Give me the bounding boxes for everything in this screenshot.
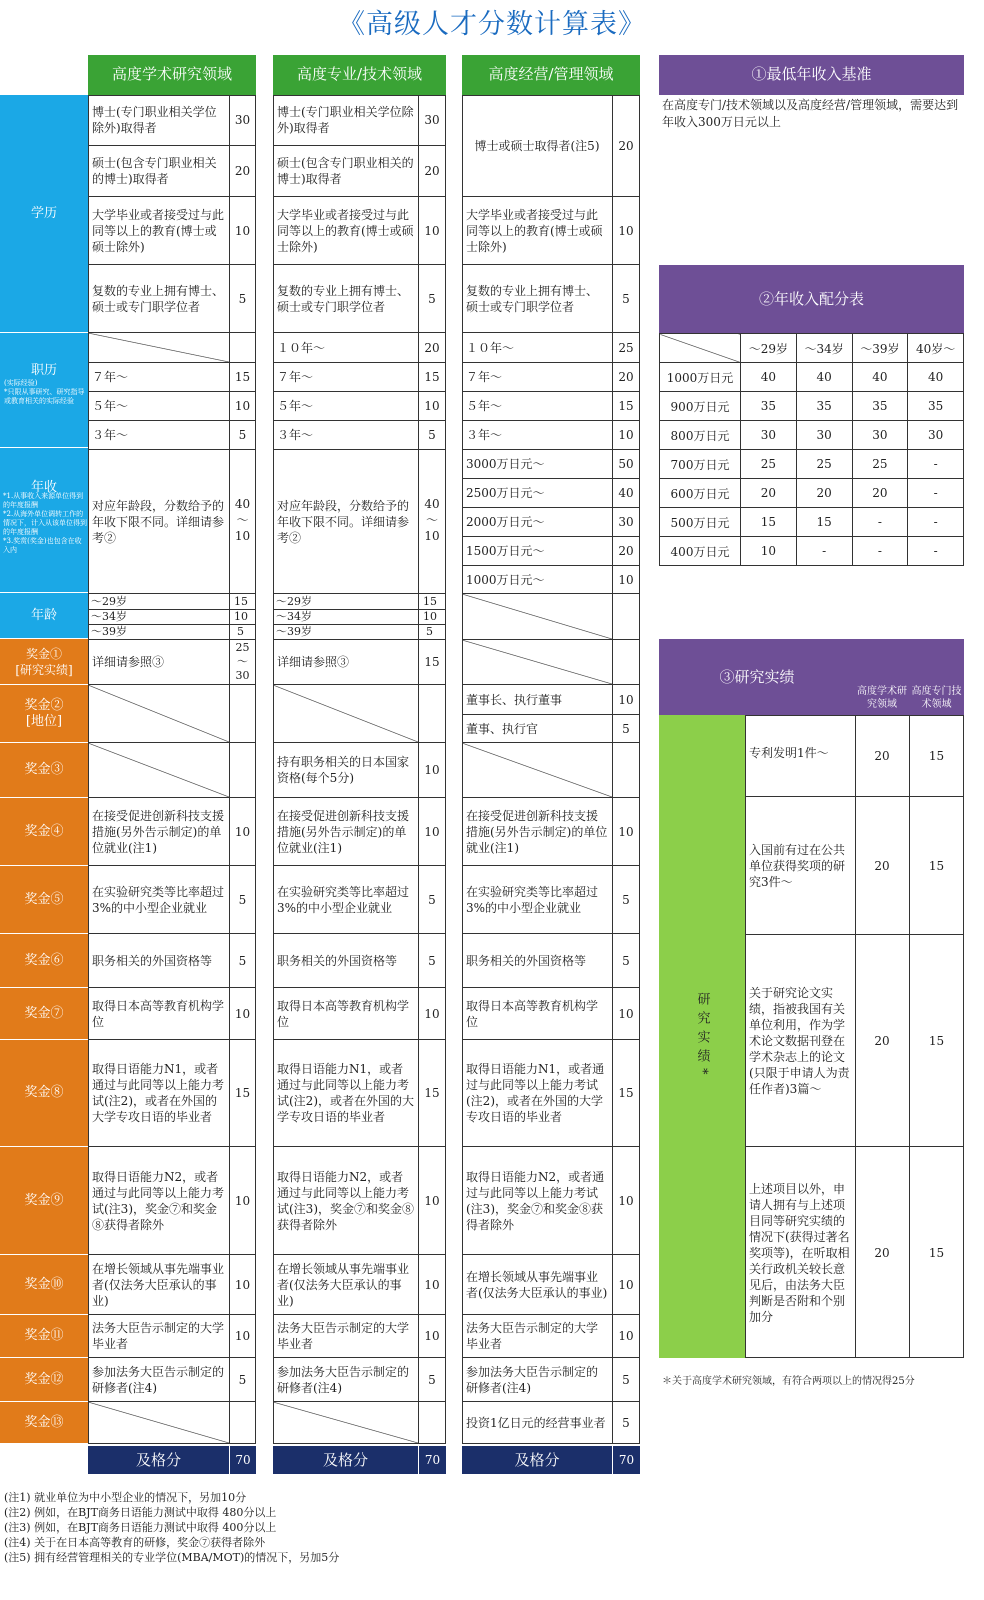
income-cell: 30	[908, 421, 964, 450]
research-col-b: 高度专门技术领域	[911, 686, 962, 710]
academic-career-2: ５年～	[88, 392, 229, 421]
management-income-3-score: 30	[612, 508, 640, 537]
professional-age-block	[273, 594, 446, 640]
notes	[4, 1490, 704, 1565]
management-income-1: 3000万日元～	[462, 450, 612, 479]
professional-career-2-score: 10	[418, 392, 446, 421]
professional-edu-4-score: 5	[418, 265, 446, 333]
professional-career-3-score: 5	[418, 421, 446, 450]
management-bonus-2b: 董事、执行官	[462, 715, 612, 743]
header-academic: 高度学术研究领域	[88, 55, 256, 95]
professional-career-1-score: 15	[418, 363, 446, 392]
income-row-label: 700万日元	[660, 450, 741, 479]
professional-bonus-8: 取得日语能力N1，或者通过与此同等以上能力考试(注2)，或者在外国的大学专攻日语的毕业者	[273, 1040, 418, 1147]
academic-edu-1: 博士(专门职业相关学位除外)取得者	[88, 95, 229, 146]
management-bonus-4: 在接受促进创新科技支援措施(另外告示制定)的单位就业(注1)	[462, 798, 612, 866]
management-pass-label: 及格分	[514, 1451, 560, 1469]
professional-edu-2-score: 20	[418, 146, 446, 197]
research-col-a: 高度学术研究领域	[857, 686, 907, 710]
header-professional: 高度专业/技术领域	[273, 55, 446, 95]
management-income-4: 1500万日元～	[462, 537, 612, 566]
academic-income-score	[229, 450, 256, 594]
academic-bonus-11-score: 10	[229, 1315, 256, 1358]
academic-bonus-7-score: 10	[229, 988, 256, 1040]
management-bonus-2b-score: 5	[612, 715, 640, 743]
management-income-2-score: 40	[612, 479, 640, 508]
income-cell: 25	[852, 450, 908, 479]
income-cell: 40	[796, 363, 852, 392]
academic-age-3-score: 5	[237, 625, 244, 638]
management-bonus-4-score: 10	[612, 798, 640, 866]
management-career-1: ７年～	[462, 363, 612, 392]
income-cell: 15	[796, 508, 852, 537]
academic-income-tilde: ～	[236, 513, 249, 527]
income-col-3: ～39岁	[852, 334, 908, 363]
label-bonus-5: 奖金⑤	[0, 866, 88, 934]
label-income: 年收	[30, 480, 57, 495]
label-bonus-4: 奖金④	[0, 798, 88, 866]
management-career-2-score: 15	[612, 392, 640, 421]
label-bonus-12: 奖金⑫	[0, 1358, 88, 1402]
label-bonus-13: 奖金⑬	[0, 1402, 88, 1444]
management-bonus-13: 投资1亿日元的经营事业者	[462, 1402, 612, 1444]
header-min-income: ①最低年收入基准	[659, 55, 964, 95]
academic-age-3: ～39岁	[91, 625, 127, 638]
label-bonus-8: 奖金⑧	[0, 1040, 88, 1147]
management-bonus-6-score: 5	[612, 934, 640, 988]
academic-income-max: 40	[234, 497, 251, 511]
academic-career-3-score: 5	[229, 421, 256, 450]
management-edu-1-score: 20	[612, 95, 640, 197]
professional-bonus-3-score: 10	[418, 743, 446, 798]
professional-edu-1: 博士(专门职业相关学位除外)取得者	[273, 95, 418, 146]
header-research: ③研究实绩	[719, 668, 795, 686]
management-bonus-2a-score: 10	[612, 685, 640, 715]
research-footnote: ＊关于高度学术研究领域，有符合两项以上的情况得25分	[662, 1376, 915, 1387]
income-cell: 35	[852, 392, 908, 421]
academic-bonus-4: 在接受促进创新科技支援措施(另外告示制定)的单位就业(注1)	[88, 798, 229, 866]
professional-income-min: 10	[424, 529, 440, 543]
income-table-corner	[660, 334, 741, 363]
income-cell: 40	[741, 363, 797, 392]
income-cell: -	[852, 508, 908, 537]
research-header-box	[659, 639, 964, 715]
income-cell: -	[908, 479, 964, 508]
academic-age-1: ～29岁	[91, 595, 127, 608]
academic-bonus-12-score: 5	[229, 1358, 256, 1402]
academic-income: 对应年龄段，分数给予的年收下限不同。详细请参考②	[88, 450, 229, 594]
income-cell: -	[908, 508, 964, 537]
income-row-label: 800万日元	[660, 421, 741, 450]
table-row	[660, 363, 964, 392]
management-age-empty	[462, 594, 612, 640]
professional-age-2-score: 10	[423, 610, 437, 623]
table-row	[660, 508, 964, 537]
management-income-1-score: 50	[612, 450, 640, 479]
academic-career-1: ７年～	[88, 363, 229, 392]
table-row	[660, 537, 964, 566]
income-table	[659, 333, 964, 566]
income-cell: 40	[852, 363, 908, 392]
research-row-1-a: 20	[855, 715, 909, 797]
management-edu-4: 复数的专业上拥有博士、硕士或专门职学位者	[462, 265, 612, 333]
table-row	[660, 479, 964, 508]
income-cell: 30	[741, 421, 797, 450]
academic-bonus-8-score: 15	[229, 1040, 256, 1147]
income-col-2: ～34岁	[796, 334, 852, 363]
research-row-2-b: 15	[909, 797, 964, 935]
management-career-2: ５年～	[462, 392, 612, 421]
table-row	[660, 421, 964, 450]
professional-pass-bar	[273, 1446, 446, 1474]
label-career-box	[0, 333, 88, 448]
professional-career-2: ５年～	[273, 392, 418, 421]
academic-age-2-score: 10	[234, 610, 248, 623]
professional-edu-4: 复数的专业上拥有博士、硕士或专门职学位者	[273, 265, 418, 333]
research-row-1: 专利发明1件～	[745, 715, 855, 797]
professional-career-0: １０年～	[273, 333, 418, 363]
professional-bonus-9-score: 10	[418, 1147, 446, 1255]
academic-pass-bar	[88, 1446, 256, 1474]
income-col-1: ～29岁	[741, 334, 797, 363]
professional-career-1: ７年～	[273, 363, 418, 392]
management-edu-4-score: 5	[612, 265, 640, 333]
label-education: 学历	[0, 95, 88, 333]
min-income-text: 在高度专门/技术领域以及高度经营/管理领域，需要达到年收入300万日元以上	[662, 98, 959, 129]
income-cell: -	[908, 450, 964, 479]
management-edu-3-score: 10	[612, 197, 640, 265]
research-row-4-b: 15	[928, 1245, 945, 1260]
academic-bonus-2-empty	[88, 685, 229, 743]
professional-bonus-12: 参加法务大臣告示制定的研修者(注4)	[273, 1358, 418, 1402]
management-bonus-7-score: 10	[612, 988, 640, 1040]
note-5: (注5) 拥有经营管理相关的专业学位(MBA/MOT)的情况下，另加5分	[4, 1551, 340, 1564]
table-row	[660, 450, 964, 479]
academic-edu-1-score: 30	[229, 95, 256, 146]
academic-age-1-score: 15	[234, 595, 248, 608]
academic-bonus-9: 取得日语能力N2，或者通过与此同等以上能力考试(注3)，奖金⑦和奖金⑧获得者除外	[88, 1147, 229, 1255]
professional-age-3-score: 5	[426, 625, 433, 638]
management-edu-3: 大学毕业或者接受过与此同等以上的教育(博士或硕士除外)	[462, 197, 612, 265]
income-cell: 20	[852, 479, 908, 508]
academic-bonus-12: 参加法务大臣告示制定的研修者(注4)	[88, 1358, 229, 1402]
label-career-note: (实际经验) *只限从事研究、研究指导或教育相关的实际经验	[4, 379, 85, 405]
research-row-3: 关于研究论文实绩，指被我国有关单位利用，作为学术论文数据刊登在学术杂志上的论文(只限于申请人为责任作者)3篇～	[745, 935, 855, 1147]
academic-age-2: ～34岁	[91, 610, 127, 623]
management-bonus-3-empty	[462, 743, 612, 798]
academic-bonus-1-tilde: ～	[237, 655, 248, 668]
professional-age-2: ～34岁	[276, 610, 312, 623]
income-cell: 35	[908, 392, 964, 421]
professional-pass-label: 及格分	[322, 1451, 368, 1469]
professional-bonus-4: 在接受促进创新科技支援措施(另外告示制定)的单位就业(注1)	[273, 798, 418, 866]
management-career-1-score: 20	[612, 363, 640, 392]
management-bonus-10-score: 10	[612, 1255, 640, 1315]
academic-bonus-6: 职务相关的外国资格等	[88, 934, 229, 988]
management-bonus-9: 取得日语能力N2，或者通过与此同等以上能力考试(注3)，奖金⑦和奖金⑧获得者除外	[462, 1147, 612, 1255]
header-management: 高度经营/管理领域	[462, 55, 640, 95]
management-income-3: 2000万日元～	[462, 508, 612, 537]
academic-career-2-score: 10	[229, 392, 256, 421]
professional-income: 对应年龄段，分数给予的年收下限不同。详细请参考②	[273, 450, 418, 594]
management-career-0: １０年～	[462, 333, 612, 363]
label-bonus-11: 奖金⑪	[0, 1315, 88, 1358]
management-bonus-11: 法务大臣告示制定的大学毕业者	[462, 1315, 612, 1358]
income-cell: 35	[741, 392, 797, 421]
professional-bonus-9: 取得日语能力N2，或者通过与此同等以上能力考试(注3)，奖金⑦和奖金⑧获得者除外	[273, 1147, 418, 1255]
income-cell: 25	[796, 450, 852, 479]
professional-edu-3: 大学毕业或者接受过与此同等以上的教育(博士或硕士除外)	[273, 197, 418, 265]
academic-pass-label: 及格分	[135, 1451, 181, 1469]
academic-edu-2: 硕士(包含专门职业相关的博士)取得者	[88, 146, 229, 197]
academic-bonus-10: 在增长领域从事先端事业者(仅法务大臣承认的事业)	[88, 1255, 229, 1315]
academic-edu-3: 大学毕业或者接受过与此同等以上的教育(博士或硕士除外)	[88, 197, 229, 265]
professional-edu-1-score: 30	[418, 95, 446, 146]
professional-income-tilde: ～	[425, 513, 438, 527]
professional-age-3: ～39岁	[276, 625, 312, 638]
management-career-3-score: 10	[612, 421, 640, 450]
management-income-5-score: 10	[612, 566, 640, 594]
table-row	[660, 392, 964, 421]
professional-bonus-2-empty	[273, 685, 418, 743]
income-cell: -	[908, 537, 964, 566]
management-bonus-13-score: 5	[612, 1402, 640, 1444]
professional-edu-2: 硕士(包含专门职业相关的博士)取得者	[273, 146, 418, 197]
management-bonus-12: 参加法务大臣告示制定的研修者(注4)	[462, 1358, 612, 1402]
page-title: 《高级人才分数计算表》	[338, 9, 646, 40]
professional-bonus-8-score: 15	[418, 1040, 446, 1147]
management-bonus-8-score: 15	[612, 1040, 640, 1147]
professional-bonus-3: 持有职务相关的日本国家资格(每个5分)	[273, 743, 418, 798]
note-2: (注2) 例如，在BJT商务日语能力测试中取得 480分以上	[4, 1506, 277, 1519]
academic-bonus-4-score: 10	[229, 798, 256, 866]
professional-income-score	[418, 450, 446, 594]
management-income-5: 1000万日元～	[462, 566, 612, 594]
income-cell: 25	[741, 450, 797, 479]
academic-bonus-9-score: 10	[229, 1147, 256, 1255]
research-row-4-a: 20	[874, 1245, 890, 1260]
income-col-4: 40岁～	[908, 334, 964, 363]
income-row-label: 400万日元	[660, 537, 741, 566]
management-bonus-9-score: 10	[612, 1147, 640, 1255]
professional-income-max: 40	[424, 497, 440, 511]
label-income-note: *1.从事收入来源单位得到的年度报酬 *2.从海外单位调转工作的情况下，计入从该单位得到的年度报酬 *3.奖赏(奖金)也包含在收入内	[3, 492, 87, 554]
academic-bonus-3-empty	[88, 743, 229, 798]
professional-bonus-5-score: 5	[418, 866, 446, 934]
income-cell: 30	[852, 421, 908, 450]
academic-career-1-score: 15	[229, 363, 256, 392]
professional-edu-3-score: 10	[418, 197, 446, 265]
income-row-label: 600万日元	[660, 479, 741, 508]
management-career-3: ３年～	[462, 421, 612, 450]
professional-bonus-6-score: 5	[418, 934, 446, 988]
professional-bonus-5: 在实验研究类等比率超过3%的中小型企业就业	[273, 866, 418, 934]
income-cell: 10	[741, 537, 797, 566]
academic-bonus-8: 取得日语能力N1，或者通过与此同等以上能力考试(注2)，或者在外国的大学专攻日语的毕业者	[88, 1040, 229, 1147]
management-income-2: 2500万日元～	[462, 479, 612, 508]
income-cell: 30	[796, 421, 852, 450]
management-bonus-1-empty	[462, 640, 612, 685]
academic-bonus-10-score: 10	[229, 1255, 256, 1315]
research-row-1-b: 15	[909, 715, 964, 797]
income-cell: 20	[796, 479, 852, 508]
management-bonus-11-score: 10	[612, 1315, 640, 1358]
label-income-box	[0, 448, 88, 593]
professional-bonus-11: 法务大臣告示制定的大学毕业者	[273, 1315, 418, 1358]
research-row-4: 上述项目以外，申请人拥有与上述项目同等研究实绩的情况下(获得过著名奖项等)，在听取相关行政机关较长意见后，由法务大臣判断是否附和个别加分	[749, 1181, 850, 1324]
professional-age-1: ～29岁	[276, 595, 312, 608]
academic-bonus-5: 在实验研究类等比率超过3%的中小型企业就业	[88, 866, 229, 934]
academic-career-empty	[88, 333, 229, 363]
professional-bonus-7-score: 10	[418, 988, 446, 1040]
management-edu-1: 博士或硕士取得者(注5)	[462, 95, 612, 197]
label-bonus-7: 奖金⑦	[0, 988, 88, 1040]
label-bonus-2: 奖金② [地位]	[0, 685, 88, 743]
research-row-3-a: 20	[855, 935, 909, 1147]
income-row-label: 1000万日元	[660, 363, 741, 392]
note-3: (注3) 例如，在BJT商务日语能力测试中取得 400分以上	[4, 1521, 277, 1534]
management-career-0-score: 25	[612, 333, 640, 363]
professional-bonus-6: 职务相关的外国资格等	[273, 934, 418, 988]
professional-bonus-11-score: 10	[418, 1315, 446, 1358]
academic-bonus-7: 取得日本高等教育机构学位	[88, 988, 229, 1040]
academic-bonus-11: 法务大臣告示制定的大学毕业者	[88, 1315, 229, 1358]
professional-bonus-10-score: 10	[418, 1255, 446, 1315]
management-bonus-10: 在增长领域从事先端事业者(仅法务大臣承认的事业)	[462, 1255, 612, 1315]
management-pass-score: 70	[612, 1446, 640, 1474]
academic-bonus-6-score: 5	[229, 934, 256, 988]
management-bonus-7: 取得日本高等教育机构学位	[462, 988, 612, 1040]
header-income-table: ②年收入配分表	[659, 265, 964, 333]
research-side-label-box	[659, 715, 745, 1358]
income-cell: -	[796, 537, 852, 566]
professional-bonus-12-score: 5	[418, 1358, 446, 1402]
management-bonus-2a: 董事长、执行董事	[462, 685, 612, 715]
income-cell: 15	[741, 508, 797, 537]
income-row-label: 900万日元	[660, 392, 741, 421]
professional-bonus-1-score: 15	[418, 640, 446, 685]
academic-bonus-1-max: 30	[235, 669, 250, 682]
label-bonus-1: 奖金① [研究实绩]	[0, 639, 88, 685]
professional-bonus-1: 详细请参照③	[273, 640, 418, 685]
academic-edu-4: 复数的专业上拥有博士、硕士或专门职学位者	[88, 265, 229, 333]
management-bonus-5: 在实验研究类等比率超过3%的中小型企业就业	[462, 866, 612, 934]
label-bonus-10: 奖金⑩	[0, 1255, 88, 1315]
income-cell: 20	[741, 479, 797, 508]
research-row-2-a: 20	[855, 797, 909, 935]
professional-career-3: ３年～	[273, 421, 418, 450]
management-income-4-score: 20	[612, 537, 640, 566]
academic-bonus-1-min: 25	[235, 641, 250, 654]
academic-edu-4-score: 5	[229, 265, 256, 333]
academic-bonus-5-score: 5	[229, 866, 256, 934]
label-career: 职历	[30, 363, 57, 378]
income-cell: 40	[908, 363, 964, 392]
income-row-label: 500万日元	[660, 508, 741, 537]
research-row-2: 入国前有过在公共单位获得奖项的研究3件～	[745, 797, 855, 935]
income-cell: -	[852, 537, 908, 566]
professional-bonus-4-score: 10	[418, 798, 446, 866]
academic-income-min: 10	[234, 529, 251, 543]
academic-edu-2-score: 20	[229, 146, 256, 197]
note-1: (注1) 就业单位为中小型企业的情况下，另加10分	[4, 1491, 247, 1504]
professional-career-0-score: 20	[418, 333, 446, 363]
academic-pass-score: 70	[229, 1446, 256, 1474]
management-bonus-8: 取得日语能力N1，或者通过与此同等以上能力考试(注2)，或者在外国的大学专攻日语的毕业者	[462, 1040, 612, 1147]
management-bonus-6: 职务相关的外国资格等	[462, 934, 612, 988]
note-4: (注4) 关于在日本高等教育的研修，奖金⑦获得者除外	[4, 1536, 266, 1549]
label-bonus-3: 奖金③	[0, 743, 88, 798]
academic-career-3: ３年～	[88, 421, 229, 450]
management-pass-bar	[462, 1446, 640, 1474]
research-row-3-b: 15	[909, 935, 964, 1147]
label-age: 年龄	[0, 593, 88, 639]
management-bonus-5-score: 5	[612, 866, 640, 934]
professional-bonus-13-empty	[273, 1402, 418, 1444]
academic-age-block	[88, 594, 256, 640]
management-bonus-12-score: 5	[612, 1358, 640, 1402]
academic-career-empty-score	[229, 333, 256, 363]
academic-bonus-1-score	[229, 640, 256, 685]
research-side-label: 研究实绩*	[694, 992, 710, 1081]
professional-pass-score: 70	[418, 1446, 446, 1474]
label-bonus-6: 奖金⑥	[0, 934, 88, 988]
academic-bonus-1: 详细请参照③	[88, 640, 229, 685]
academic-bonus-13-empty	[88, 1402, 229, 1444]
professional-bonus-7: 取得日本高等教育机构学位	[273, 988, 418, 1040]
professional-age-1-score: 15	[423, 595, 437, 608]
professional-bonus-10: 在增长领域从事先端事业者(仅法务大臣承认的事业)	[273, 1255, 418, 1315]
academic-edu-3-score: 10	[229, 197, 256, 265]
income-cell: 35	[796, 392, 852, 421]
label-bonus-9: 奖金⑨	[0, 1147, 88, 1255]
